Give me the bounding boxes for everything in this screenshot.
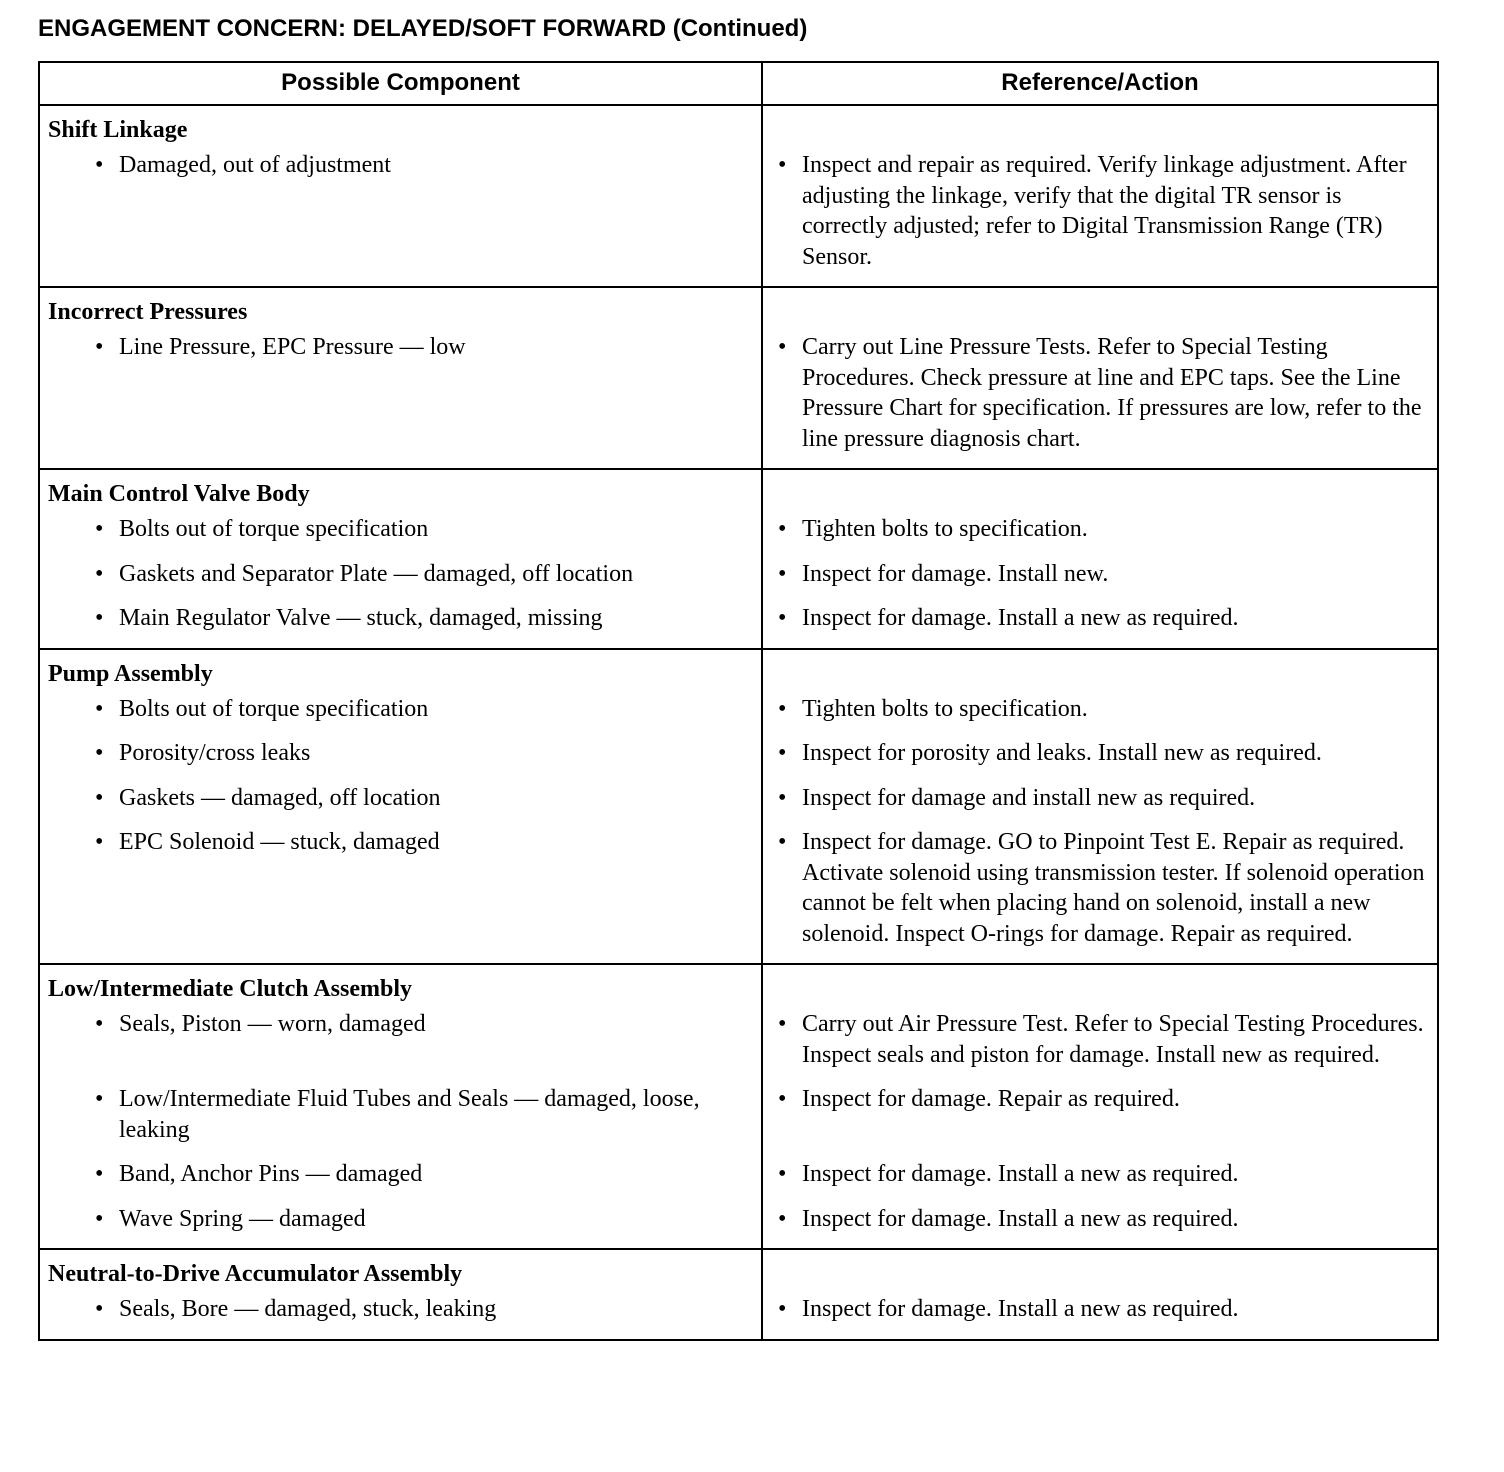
component-cell <box>39 1204 762 1250</box>
group-title-row <box>39 964 1438 1009</box>
action-text: Inspect for damage. Install new. <box>802 560 1109 587</box>
table-row <box>39 1084 1438 1159</box>
action-item <box>763 150 1437 272</box>
action-text: Inspect for damage. Install a new as required. <box>802 1161 1239 1187</box>
component-text: Seals, Piston — worn, damaged <box>119 1011 426 1037</box>
component-text: Band, Anchor Pins — damaged <box>119 1161 423 1187</box>
row-spacer <box>763 1234 1437 1248</box>
action-item <box>763 1294 1437 1325</box>
component-item <box>40 150 761 181</box>
action-item <box>763 559 1437 590</box>
row-spacer <box>40 181 761 195</box>
component-text: Seals, Bore — damaged, stuck, leaking <box>119 1296 497 1322</box>
row-spacer <box>763 1190 1437 1204</box>
bullet-icon: • <box>95 560 104 587</box>
row-spacer <box>763 545 1437 559</box>
action-text: Tighten bolts to specification. <box>802 516 1088 542</box>
component-text: Line Pressure, EPC Pressure — low <box>119 334 466 360</box>
table-row <box>39 332 1438 469</box>
action-cell <box>762 514 1438 559</box>
bullet-icon: • <box>778 560 787 587</box>
component-cell <box>39 827 762 964</box>
row-spacer <box>763 724 1437 738</box>
component-item <box>40 1159 761 1190</box>
component-text: Gaskets — damaged, off location <box>119 784 441 811</box>
component-item <box>40 694 761 725</box>
component-item <box>40 827 761 858</box>
row-spacer <box>763 589 1437 603</box>
bullet-icon: • <box>778 1205 787 1232</box>
action-cell <box>762 783 1438 828</box>
action-item <box>763 1009 1437 1070</box>
row-spacer <box>40 724 761 738</box>
bullet-icon: • <box>95 740 104 766</box>
group-title-spacer <box>762 469 1438 514</box>
component-item <box>40 1009 761 1040</box>
group-title-cell <box>39 1249 762 1294</box>
action-cell <box>762 332 1438 469</box>
bullet-icon: • <box>95 1296 104 1322</box>
action-item <box>763 694 1437 725</box>
action-item <box>763 783 1437 814</box>
action-text: Inspect and repair as required. Verify linkage adjustment. After adjusting the linkage, verify that the digital TR sensor is correctly adjusted; refer to Digital Transmission Range (TR) Sensor. <box>802 152 1407 270</box>
group-title-row <box>39 649 1438 694</box>
action-text: Inspect for damage and install new as required. <box>802 784 1256 811</box>
bullet-icon: • <box>95 1161 104 1187</box>
table-body <box>39 105 1438 1340</box>
component-text: Bolts out of torque specification <box>119 516 429 542</box>
action-cell <box>762 559 1438 604</box>
component-text: Low/Intermediate Fluid Tubes and Seals — damaged, loose, leaking <box>119 1086 700 1143</box>
component-text: EPC Solenoid — stuck, damaged <box>119 829 440 855</box>
bullet-icon: • <box>778 1161 787 1187</box>
action-text: Inspect for damage. Install a new as required. <box>802 1205 1239 1232</box>
component-item <box>40 332 761 363</box>
bullet-icon: • <box>778 740 787 766</box>
component-item <box>40 559 761 590</box>
action-item <box>763 738 1437 769</box>
component-cell <box>39 1294 762 1340</box>
group-title: Incorrect Pressures <box>48 299 248 325</box>
action-cell <box>762 603 1438 649</box>
group-title: Low/Intermediate Clutch Assembly <box>48 976 412 1002</box>
bullet-icon: • <box>95 152 104 178</box>
component-item <box>40 514 761 545</box>
action-cell <box>762 694 1438 739</box>
header-reference-action: Reference/Action <box>762 62 1438 105</box>
group-title: Main Control Valve Body <box>48 481 310 507</box>
table-row <box>39 559 1438 604</box>
group-title-spacer <box>762 964 1438 1009</box>
component-text: Porosity/cross leaks <box>119 740 311 766</box>
group-title-cell <box>39 287 762 332</box>
action-text: Inspect for damage. GO to Pinpoint Test E. Repair as required. Activate solenoid using transmission tester. If solenoid operation cannot be felt when placing hand on solenoid, install a new solenoid. Inspect O-rings for damage. Repair as required. <box>802 829 1425 947</box>
table-row <box>39 1294 1438 1340</box>
row-spacer <box>40 1325 761 1339</box>
component-item <box>40 738 761 769</box>
table-row <box>39 603 1438 649</box>
row-spacer <box>763 949 1437 963</box>
action-text: Inspect for damage. Install a new as required. <box>802 1296 1239 1322</box>
action-text: Inspect for damage. Repair as required. <box>802 1086 1180 1112</box>
component-cell <box>39 694 762 739</box>
action-item <box>763 827 1437 949</box>
action-item <box>763 1159 1437 1190</box>
group-title-spacer <box>762 649 1438 694</box>
action-item <box>763 1204 1437 1235</box>
bullet-icon: • <box>778 695 787 722</box>
component-text: Bolts out of torque specification <box>119 695 429 722</box>
action-cell <box>762 1159 1438 1204</box>
table-row <box>39 783 1438 828</box>
table-row <box>39 738 1438 783</box>
group-title-cell <box>39 469 762 514</box>
bullet-icon: • <box>778 1086 787 1112</box>
group-title-row <box>39 287 1438 332</box>
row-spacer <box>40 634 761 648</box>
row-spacer <box>40 1234 761 1248</box>
component-text: Main Regulator Valve — stuck, damaged, missing <box>119 605 603 631</box>
component-item <box>40 603 761 634</box>
row-spacer <box>763 813 1437 827</box>
component-text: Gaskets and Separator Plate — damaged, off location <box>119 560 634 587</box>
table-row <box>39 827 1438 964</box>
table-row <box>39 694 1438 739</box>
diagnosis-table <box>38 61 1439 1341</box>
table-row <box>39 1204 1438 1250</box>
action-cell <box>762 150 1438 287</box>
page-title: ENGAGEMENT CONCERN: DELAYED/SOFT FORWARD (Continued) <box>38 15 808 42</box>
component-cell <box>39 783 762 828</box>
row-spacer <box>40 858 761 872</box>
action-cell <box>762 1084 1438 1159</box>
action-item <box>763 1084 1437 1115</box>
action-text: Inspect for porosity and leaks. Install new as required. <box>802 740 1322 766</box>
bullet-icon: • <box>778 784 787 811</box>
group-title-row <box>39 1249 1438 1294</box>
row-spacer <box>763 1325 1437 1339</box>
bullet-icon: • <box>778 829 787 855</box>
component-cell <box>39 514 762 559</box>
component-cell <box>39 559 762 604</box>
row-spacer <box>763 454 1437 468</box>
row-spacer <box>763 769 1437 783</box>
component-item <box>40 1204 761 1235</box>
table-row <box>39 1009 1438 1084</box>
group-title-cell <box>39 105 762 150</box>
group-title-row <box>39 469 1438 514</box>
bullet-icon: • <box>778 516 787 542</box>
row-spacer <box>40 1190 761 1204</box>
bullet-icon: • <box>95 829 104 855</box>
group-title-spacer <box>762 1249 1438 1294</box>
row-spacer <box>763 1115 1437 1129</box>
group-title: Pump Assembly <box>48 660 213 687</box>
table-row <box>39 150 1438 287</box>
component-cell <box>39 1159 762 1204</box>
bullet-icon: • <box>95 605 104 631</box>
component-item <box>40 1294 761 1325</box>
bullet-icon: • <box>778 1011 787 1037</box>
action-cell <box>762 1294 1438 1340</box>
row-spacer <box>763 634 1437 648</box>
group-title: Neutral-to-Drive Accumulator Assembly <box>48 1261 463 1287</box>
bullet-icon: • <box>95 1086 104 1112</box>
component-cell <box>39 1009 762 1084</box>
action-item <box>763 332 1437 454</box>
bullet-icon: • <box>778 605 787 631</box>
group-title-row <box>39 105 1438 150</box>
component-item <box>40 783 761 814</box>
row-spacer <box>40 363 761 377</box>
bullet-icon: • <box>778 334 787 360</box>
row-spacer <box>763 1070 1437 1084</box>
group-title-cell <box>39 649 762 694</box>
action-cell <box>762 827 1438 964</box>
row-spacer <box>40 1040 761 1054</box>
table-row <box>39 514 1438 559</box>
group-title-cell <box>39 964 762 1009</box>
bullet-icon: • <box>95 695 104 722</box>
table-header-row <box>39 62 1438 105</box>
component-cell <box>39 1084 762 1159</box>
row-spacer <box>40 1145 761 1159</box>
group-title-spacer <box>762 105 1438 150</box>
row-spacer <box>40 769 761 783</box>
group-title-spacer <box>762 287 1438 332</box>
action-text: Carry out Line Pressure Tests. Refer to Special Testing Procedures. Check pressure at line and EPC taps. See the Line Pressure Chart for specification. If pressures are low, refer to the line pressure diagnosis chart. <box>802 334 1422 452</box>
bullet-icon: • <box>778 1296 787 1322</box>
action-text: Inspect for damage. Install a new as required. <box>802 605 1239 631</box>
bullet-icon: • <box>95 516 104 542</box>
component-cell <box>39 150 762 287</box>
row-spacer <box>763 272 1437 286</box>
row-spacer <box>40 545 761 559</box>
bullet-icon: • <box>778 152 787 178</box>
component-cell <box>39 738 762 783</box>
component-text: Wave Spring — damaged <box>119 1205 366 1232</box>
action-text: Carry out Air Pressure Test. Refer to Special Testing Procedures. Inspect seals and piston for damage. Install new as required. <box>802 1011 1424 1068</box>
bullet-icon: • <box>95 1011 104 1037</box>
action-text: Tighten bolts to specification. <box>802 695 1088 722</box>
bullet-icon: • <box>95 334 104 360</box>
action-item <box>763 603 1437 634</box>
bullet-icon: • <box>95 1205 104 1232</box>
component-text: Damaged, out of adjustment <box>119 152 391 178</box>
component-cell <box>39 332 762 469</box>
action-cell <box>762 1204 1438 1250</box>
group-title: Shift Linkage <box>48 117 188 143</box>
action-cell <box>762 1009 1438 1084</box>
row-spacer <box>40 589 761 603</box>
component-cell <box>39 603 762 649</box>
action-item <box>763 514 1437 545</box>
table-row <box>39 1159 1438 1204</box>
header-possible-component: Possible Component <box>39 62 762 105</box>
bullet-icon: • <box>95 784 104 811</box>
action-cell <box>762 738 1438 783</box>
component-item <box>40 1084 761 1145</box>
row-spacer <box>40 813 761 827</box>
